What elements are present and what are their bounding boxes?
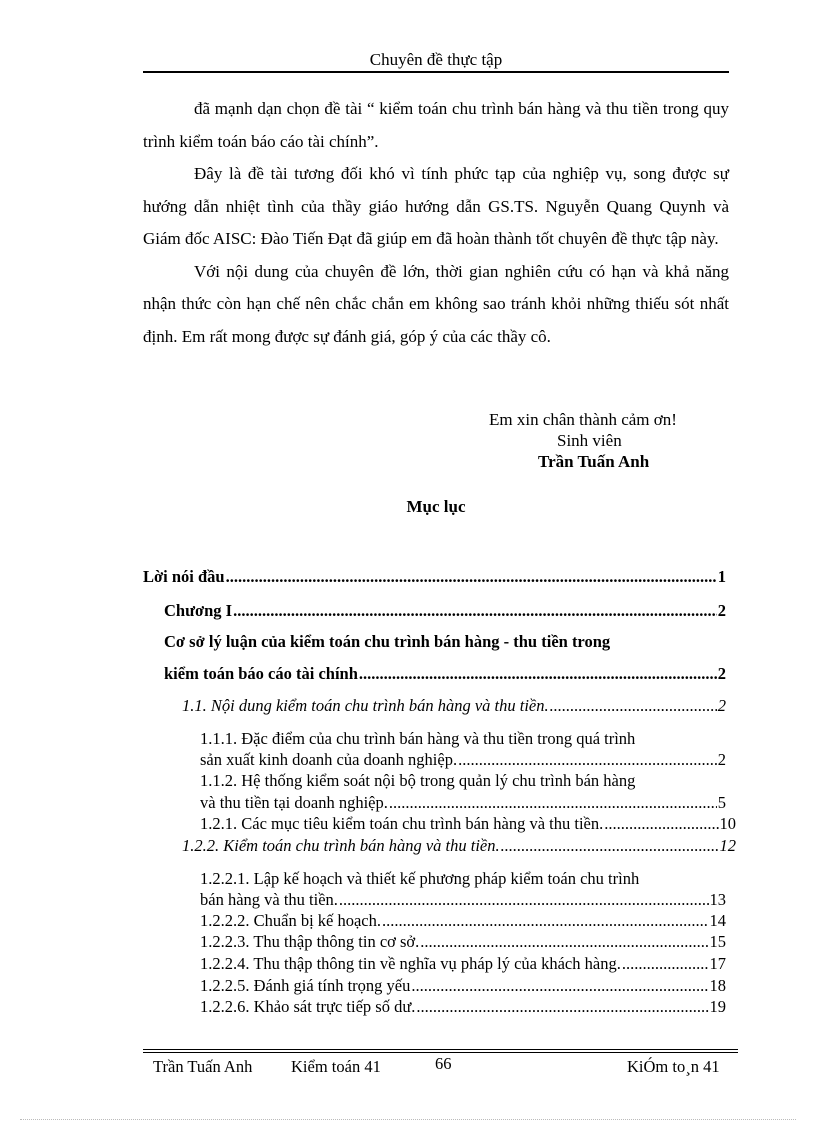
toc-entry-1-2-2-5[interactable]: 1.2.2.5. Đánh giá tính trọng yếu ..... 18 xyxy=(200,976,726,996)
page-bottom-edge xyxy=(20,1119,796,1120)
toc-entry-1-2-2-6[interactable]: 1.2.2.6. Khảo sát trực tiếp số dư. ..... 19 xyxy=(200,997,726,1017)
header-rule xyxy=(143,71,729,73)
toc-entry-chapter-1-title-line1: Cơ sở lý luận của kiểm toán chu trình bán hàng - thu tiền trong xyxy=(164,632,611,651)
footer-author: Trần Tuấn Anh xyxy=(153,1057,253,1076)
toc-entry-preface[interactable]: Lời nói đầu ..... 1 xyxy=(143,567,726,587)
signature-thanks: Em xin chân thành cảm ơn! xyxy=(489,410,677,429)
paragraph-topic: đã mạnh dạn chọn đề tài “ kiểm toán chu trình bán hàng và thu tiền trong quy trình kiểm toán báo cáo tài chính”. xyxy=(143,99,729,151)
toc-entry-1-1-1-line1: 1.1.1. Đặc điểm của chu trình bán hàng và thu tiền trong quá trình xyxy=(200,729,636,748)
toc-entry-1-1-2[interactable]: và thu tiền tại doanh nghiệp. ..... 5 xyxy=(200,793,726,813)
toc-entry-1-2-2-1[interactable]: bán hàng và thu tiền. ..... 13 xyxy=(200,890,726,910)
paragraph-acknowledgement: Đây là đề tài tương đối khó vì tính phức tạp của nghiệp vụ, song được sự hướng dẫn nhiệt tình của thầy giáo hướng dẫn GS.TS. Nguyễn Quang Quynh và Giám đốc AISC: Đào Tiến Đạt đã giúp em đã hoàn thành tốt chuyên đề thực tập này. xyxy=(143,164,729,248)
footer-page-number: 66 xyxy=(435,1054,452,1073)
footer-rule-bottom xyxy=(143,1052,738,1053)
signature-role: Sinh viên xyxy=(557,431,622,450)
toc-entry-chapter-1[interactable]: Chương I ..... 2 xyxy=(164,601,726,621)
toc-entry-1-2-2-3[interactable]: 1.2.2.3. Thu thập thông tin cơ sở. ..... 15 xyxy=(200,932,726,952)
footer-class: Kiểm toán 41 xyxy=(291,1057,381,1076)
signature-name: Trần Tuấn Anh xyxy=(538,452,650,471)
footer-right-text: KiÓm to¸n 41 xyxy=(627,1057,720,1076)
toc-entry-1-1-2-line1: 1.1.2. Hệ thống kiểm soát nội bộ trong quản lý chu trình bán hàng xyxy=(200,771,636,790)
toc-entry-1-2-2[interactable]: 1.2.2. Kiểm toán chu trình bán hàng và thu tiền. ..... 12 xyxy=(182,836,736,856)
toc-entry-1-1-1[interactable]: sản xuất kinh doanh của doanh nghiệp. ..... 2 xyxy=(200,750,726,770)
paragraph-apology: Với nội dung của chuyên đề lớn, thời gian nghiên cứu có hạn và khả năng nhận thức còn hạn chế nên chắc chắn em không sao tránh khỏi những thiếu sót nhất định. Em rất mong được sự đánh giá, góp ý của các thầy cô. xyxy=(143,261,729,346)
footer-rule-top xyxy=(143,1049,738,1050)
toc-entry-1-2-2-1-line1: 1.2.2.1. Lập kế hoạch và thiết kế phương pháp kiểm toán chu trình xyxy=(200,869,640,888)
toc-title: Mục lục xyxy=(406,497,466,516)
toc-entry-1-2-2-2[interactable]: 1.2.2.2. Chuẩn bị kế hoạch. ..... 14 xyxy=(200,911,726,931)
toc-entry-1-2-2-4[interactable]: 1.2.2.4. Thu thập thông tin về nghĩa vụ pháp lý của khách hàng. ..... 17 xyxy=(200,954,726,974)
toc-entry-chapter-1-title[interactable]: kiểm toán báo cáo tài chính ..... 2 xyxy=(164,664,726,684)
page-header-title: Chuyên đề thực tập xyxy=(369,50,503,69)
toc-entry-1-1[interactable]: 1.1. Nội dung kiểm toán chu trình bán hàng và thu tiền. ..... 2 xyxy=(182,696,726,716)
body-text xyxy=(143,93,729,353)
toc-entry-1-2-1[interactable]: 1.2.1. Các mục tiêu kiểm toán chu trình bán hàng và thu tiền. ..... 10 xyxy=(200,814,736,834)
